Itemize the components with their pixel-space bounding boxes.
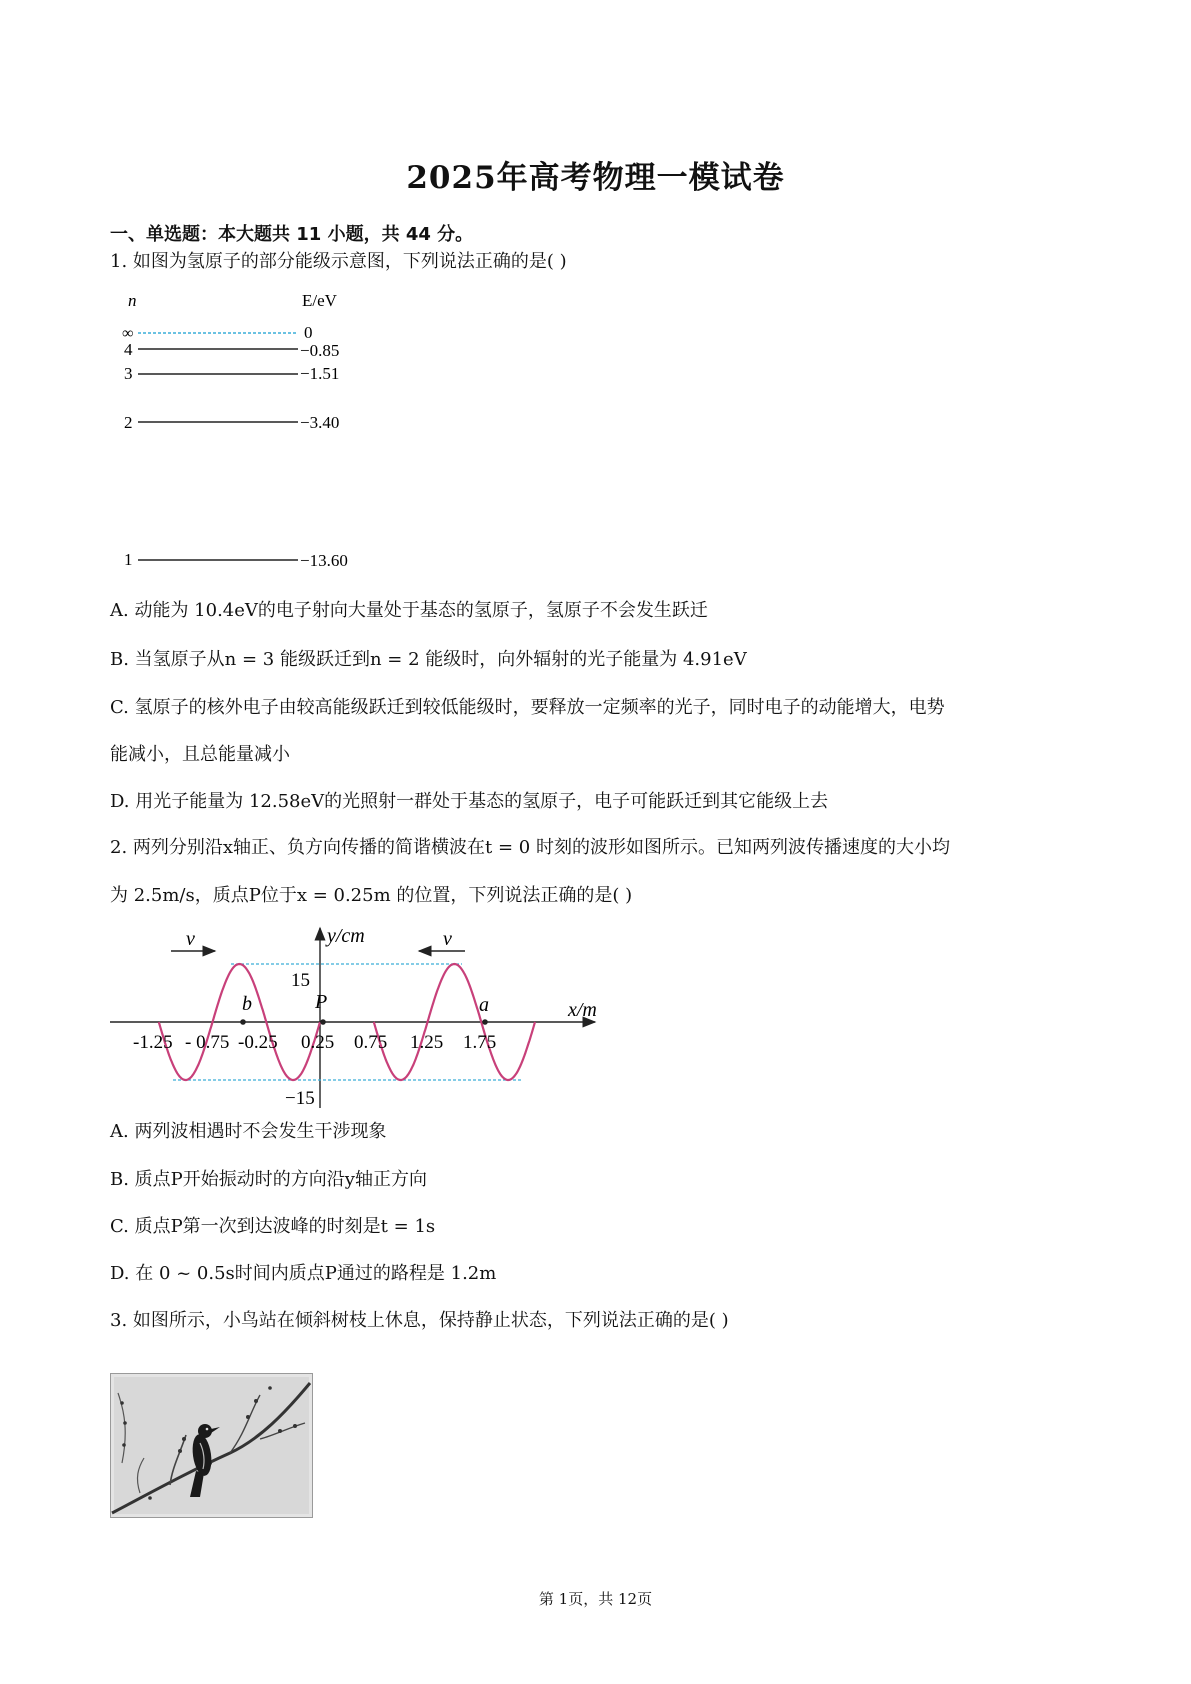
- q2-option-a: A. 两列波相遇时不会发生干涉现象: [110, 1121, 387, 1142]
- level-e-4: −0.85: [300, 341, 340, 360]
- level-n-inf: ∞: [122, 325, 134, 342]
- bird-on-branch-image: [110, 1373, 313, 1518]
- q2-option-d: D. 在 0 ~ 0.5s时间内质点P通过的路程是 1.2m: [110, 1263, 497, 1284]
- energy-level-diagram: [118, 288, 358, 578]
- x-tick-label: - 0.75: [185, 1032, 230, 1053]
- x-tick-label: 1.25: [410, 1032, 444, 1053]
- x-tick-label: 0.75: [354, 1032, 388, 1053]
- level-n-2: 2: [124, 413, 133, 432]
- level-n-1: 1: [124, 550, 133, 569]
- x-tick-label: -0.25: [238, 1032, 278, 1053]
- section-heading: 一、单选题：本大题共 11 小题，共 44 分。: [110, 224, 474, 245]
- point-b-dot: [240, 1019, 246, 1025]
- point-p-label: P: [315, 991, 328, 1013]
- q1-option-d: D. 用光子能量为 12.58eV的光照射一群处于基态的氢原子，电子可能跃迁到其它能级上去: [110, 791, 829, 812]
- q2-option-b: B. 质点P开始振动时的方向沿y轴正方向: [110, 1169, 427, 1190]
- e-axis-label: E/eV: [302, 291, 337, 310]
- q1-option-c-line2: 能减小，且总能量减小: [110, 744, 290, 765]
- q2-option-c: C. 质点P第一次到达波峰的时刻是t = 1s: [110, 1216, 436, 1237]
- level-n-4: 4: [124, 340, 133, 359]
- q2-stem-line1: 2. 两列分别沿x轴正、负方向传播的简谐横波在t = 0 时刻的波形如图所示。已知两列波传播速度的大小均: [110, 837, 950, 858]
- y-tick-neg15: −15: [285, 1088, 315, 1109]
- level-e-inf: 0: [304, 323, 313, 342]
- y-axis-label: y/cm: [327, 925, 365, 947]
- level-e-2: −3.40: [300, 413, 340, 432]
- level-n-3: 3: [124, 364, 133, 383]
- x-tick-label: 1.75: [463, 1032, 497, 1053]
- x-tick-label: -1.25: [133, 1032, 173, 1053]
- velocity-label-left: v: [186, 928, 195, 950]
- q1-option-a: A. 动能为 10.4eV的电子射向大量处于基态的氢原子，氢原子不会发生跃迁: [110, 600, 708, 621]
- y-tick-15: 15: [291, 970, 310, 991]
- q1-option-c-line1: C. 氢原子的核外电子由较高能级跃迁到较低能级时，要释放一定频率的光子，同时电子的动能增大，电势: [110, 697, 945, 718]
- q3-stem: 3. 如图所示，小鸟站在倾斜树枝上休息，保持静止状态，下列说法正确的是( ): [110, 1310, 729, 1331]
- point-b-label: b: [242, 993, 252, 1015]
- wave-diagram: [105, 920, 615, 1120]
- x-axis-label: x/m: [568, 999, 597, 1021]
- point-p-dot: [320, 1019, 326, 1025]
- level-e-1: −13.60: [300, 551, 348, 570]
- level-e-3: −1.51: [300, 364, 340, 383]
- n-axis-label: n: [128, 291, 137, 310]
- point-a-label: a: [479, 994, 489, 1016]
- q1-option-b: B. 当氢原子从n = 3 能级跃迁到n = 2 能级时，向外辐射的光子能量为 4.91eV: [110, 649, 747, 670]
- page-title: 2025年高考物理一模试卷: [406, 160, 785, 196]
- q2-stem-line2: 为 2.5m/s，质点P位于x = 0.25m 的位置，下列说法正确的是( ): [110, 885, 633, 906]
- point-a-dot: [482, 1019, 488, 1025]
- x-tick-label: 0.25: [301, 1032, 335, 1053]
- q1-stem: 1. 如图为氢原子的部分能级示意图，下列说法正确的是( ): [110, 251, 567, 272]
- velocity-label-right: v: [443, 928, 452, 950]
- page-footer: 第 1页，共 12页: [538, 1590, 653, 1608]
